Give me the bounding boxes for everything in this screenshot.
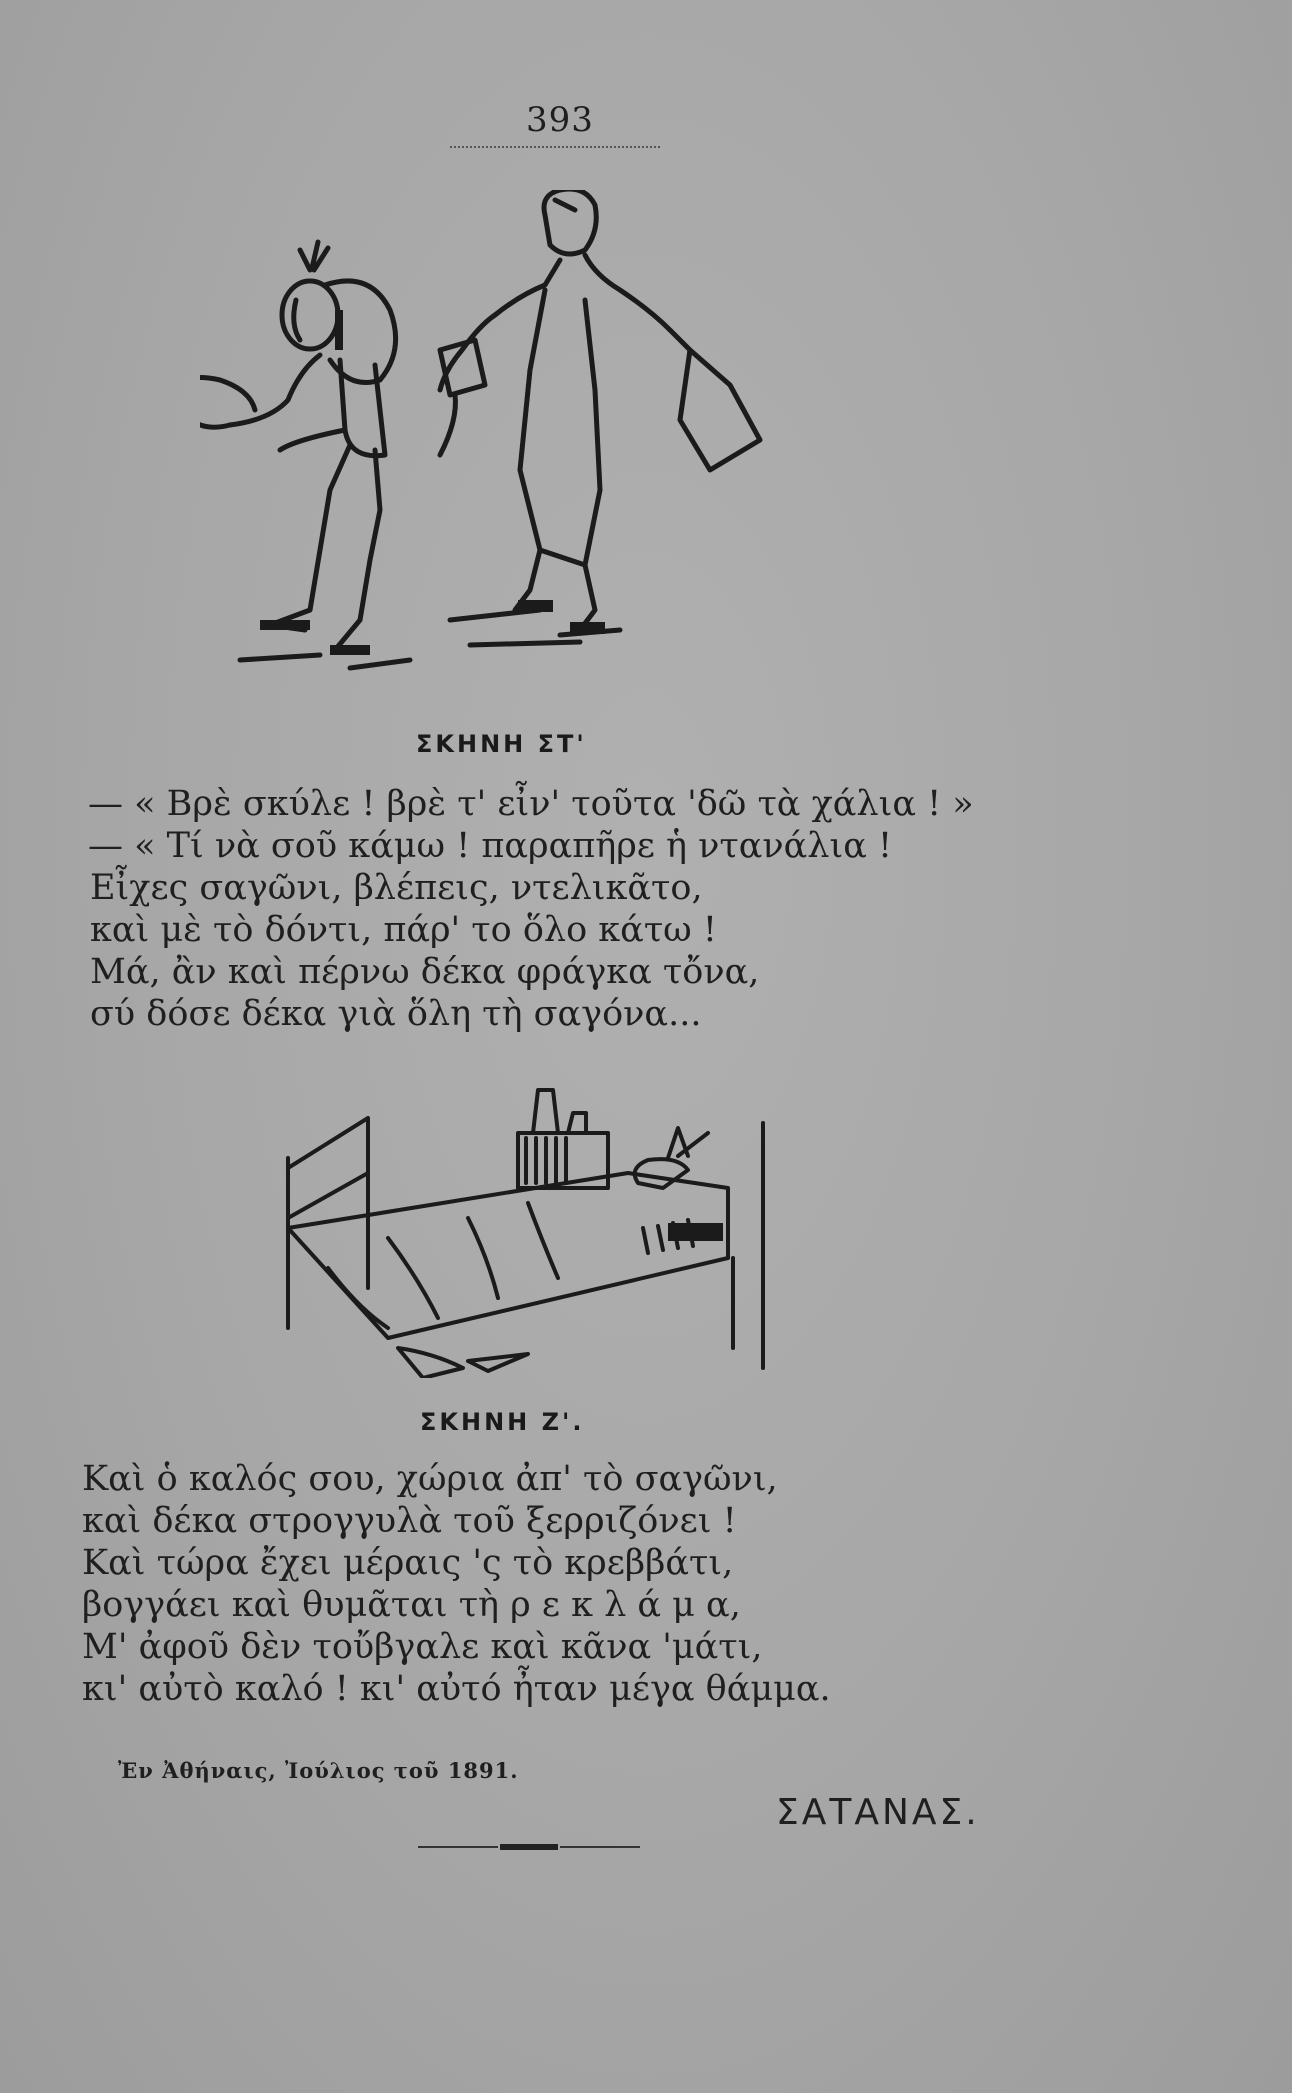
scene-st-verse (88, 783, 974, 1035)
verse-line: Καὶ ὁ καλός σου, χώρια ἀπ' τὸ σαγῶνι, (82, 1459, 778, 1499)
verse-line: Καὶ τώρα ἔχει μέραις 'ς τὸ κρεββάτι, (82, 1543, 734, 1583)
verse-line: Μά, ἂν καὶ πέρνω δέκα φράγκα τὄνα, (90, 952, 760, 992)
patient-in-bed-drawing (268, 1078, 778, 1378)
verse-line: καὶ δέκα στρογγυλὰ τοῦ ξερριζόνει ! (82, 1501, 737, 1541)
verse-line: κι' αὐτὸ καλό ! κι' αὐτό ἦταν μέγα θάμμα. (82, 1669, 831, 1709)
scene-heading-z: ΣΚΗΝΗ Ζ'. (420, 1408, 585, 1436)
dentist-and-patient-drawing (200, 190, 800, 690)
scene-heading-st: ΣΚΗΝΗ ΣΤ' (416, 730, 587, 758)
patient-in-bed-drawing-svg (268, 1078, 778, 1378)
verse-line: Εἶχες σαγῶνι, βλέπεις, ντελικᾶτο, (90, 868, 703, 908)
verse-line: καὶ μὲ τὸ δόντι, πάρ' το ὅλο κάτω ! (90, 910, 717, 950)
end-rule-left (418, 1846, 498, 1848)
verse-line: — « Τί νὰ σοῦ κάμω ! παραπῆρε ἡ ντανάλια ! (88, 826, 893, 866)
signature: ΣΑΤΑΝΑΣ. (776, 1792, 980, 1833)
end-rule-center (500, 1844, 558, 1850)
page-number: 393 (526, 100, 594, 140)
verse-line: βογγάει καὶ θυμᾶται τὴ ρ ε κ λ ά μ α, (82, 1585, 741, 1625)
verse-line: Μ' ἀφοῦ δὲν τοὔβγαλε καὶ κᾶνα 'μάτι, (82, 1627, 763, 1667)
verse-line: σύ δόσε δέκα γιὰ ὅλη τὴ σαγόνα... (90, 994, 702, 1034)
page-number-rule (450, 146, 660, 148)
verse-line: — « Βρὲ σκύλε ! βρὲ τ' εἶν' τοῦτα 'δῶ τὰ χάλια ! » (88, 784, 974, 824)
scene-z-verse (82, 1458, 831, 1710)
dentist-and-patient-drawing-svg (200, 190, 800, 690)
dateline: Ἐν Ἀθήναις, Ἰούλιος τοῦ 1891. (118, 1758, 519, 1783)
end-rule-right (560, 1846, 640, 1848)
